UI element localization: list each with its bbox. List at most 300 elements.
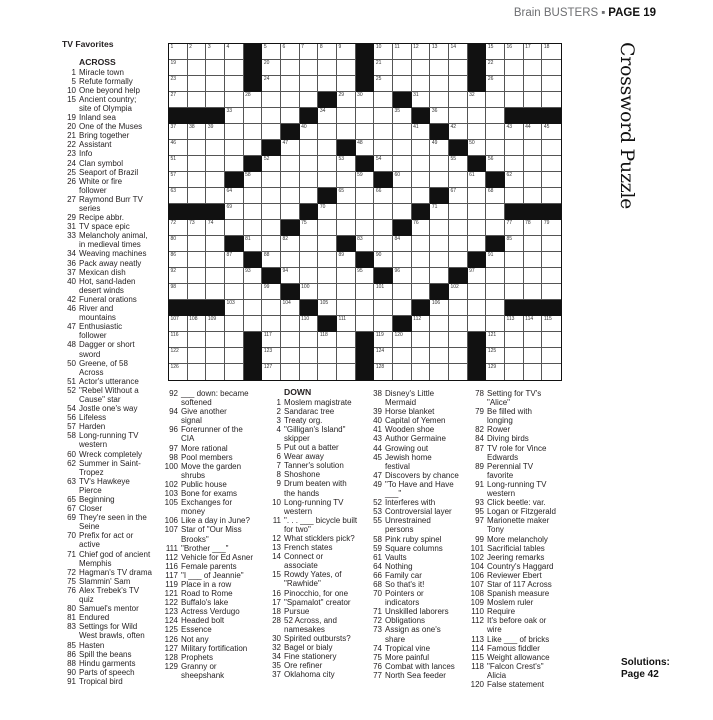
grid-cell: [262, 252, 281, 268]
clue-text: Pool members: [181, 452, 233, 462]
grid-cell: [430, 172, 449, 188]
grid-cell: [188, 268, 207, 284]
clue-item: [60, 159, 152, 168]
grid-cell-black: [244, 76, 263, 92]
grid-cell: [393, 172, 412, 188]
grid-cell: [188, 44, 207, 60]
clue-number: 58: [373, 534, 382, 544]
clue-text: Vehicle for Ed Asner: [181, 552, 254, 562]
cell-number: 61: [469, 171, 475, 178]
clue-number: 22: [67, 140, 76, 150]
clue-number: 20: [67, 122, 76, 132]
grid-cell: [430, 60, 449, 76]
grid-cell: [430, 92, 449, 108]
clue-text: One beyond help: [79, 85, 140, 95]
clue-text: Family car: [385, 570, 422, 580]
grid-cell: [449, 108, 468, 124]
clue-number: 128: [164, 652, 178, 662]
grid-cell: [206, 92, 225, 108]
clue-number: 61: [373, 552, 382, 562]
grid-cell: [281, 108, 300, 124]
grid-cell: [449, 188, 468, 204]
grid-cell: [318, 60, 337, 76]
clue-number: 96: [169, 425, 178, 435]
grid-cell-black: [505, 108, 524, 124]
grid-cell: [505, 156, 524, 172]
grid-cell-black: [393, 220, 412, 236]
clue-item: [60, 131, 152, 140]
grid-cell: [300, 284, 319, 300]
clue-text: Inland sea: [79, 113, 116, 123]
clue-number: 82: [475, 425, 484, 435]
clue-text: Seaport of Brazil: [79, 167, 139, 177]
clue-text: Be filled with longing: [487, 407, 532, 426]
grid-cell: [188, 348, 207, 364]
cell-number: 107: [170, 315, 179, 322]
clue-number: 18: [272, 606, 281, 616]
grid-cell: [468, 268, 487, 284]
clue-number: 102: [470, 552, 484, 562]
grid-cell: [486, 268, 505, 284]
clue-item: [60, 68, 152, 77]
clue-item: [60, 431, 152, 449]
cell-number: 25: [375, 75, 382, 82]
clue-number: 35: [272, 661, 281, 671]
clue-number: 86: [67, 649, 76, 659]
grid-cell: [524, 316, 543, 332]
grid-cell: [262, 172, 281, 188]
clue-item: [466, 462, 556, 480]
clue-number: 63: [67, 476, 76, 486]
clue-text: North Sea feeder: [385, 670, 446, 680]
grid-cell: [505, 124, 524, 140]
clue-text: Tropical bird: [79, 676, 123, 686]
grid-cell: [524, 252, 543, 268]
grid-cell: [468, 92, 487, 108]
grid-cell: [449, 332, 468, 348]
clue-text: Jeering remarks: [487, 552, 545, 562]
clue-item: [60, 322, 152, 340]
clue-item: [60, 295, 152, 304]
grid-cell: [486, 364, 505, 380]
cell-number: 117: [263, 331, 272, 338]
cell-number: 91: [487, 251, 494, 258]
grid-cell: [449, 124, 468, 140]
grid-cell: [486, 204, 505, 220]
grid-cell: [505, 268, 524, 284]
grid-cell: [374, 252, 393, 268]
cell-number: 38: [189, 123, 195, 130]
grid-cell: [225, 188, 244, 204]
grid-cell: [262, 60, 281, 76]
clue-number: 33: [67, 231, 76, 241]
clue-number: 47: [373, 470, 382, 480]
grid-cell: [449, 236, 468, 252]
grid-cell-black: [356, 44, 375, 60]
grid-cell-black: [300, 300, 319, 316]
clue-text: Public house: [181, 479, 227, 489]
cell-number: 9: [338, 43, 342, 50]
clue-item: [364, 444, 459, 453]
clue-item: [60, 177, 152, 195]
clue-number: 113: [471, 634, 484, 644]
clue-item: [60, 259, 152, 268]
grid-cell: [300, 332, 319, 348]
clue-text: Put out a batter: [284, 443, 339, 453]
cell-number: 93: [245, 267, 251, 274]
grid-cell: [542, 364, 561, 380]
clue-item: [60, 277, 152, 295]
clue-item: [466, 535, 556, 544]
clue-item: [364, 662, 459, 671]
clue-text: Bring together: [79, 131, 130, 141]
grid-cell-black: [468, 348, 487, 364]
grid-cell-black: [169, 204, 188, 220]
grid-cell: [300, 316, 319, 332]
clue-text: Interferes with: [385, 498, 436, 508]
grid-cell: [374, 124, 393, 140]
grid-cell: [337, 60, 356, 76]
cell-number: 119: [375, 331, 384, 338]
grid-cell-black: [356, 348, 375, 364]
clue-text: Pink ruby spinel: [385, 534, 442, 544]
clue-item: [60, 586, 152, 604]
clue-text: Move the garden shrubs: [181, 461, 242, 480]
grid-cell: [393, 252, 412, 268]
clue-number: 48: [67, 340, 76, 350]
clue-item: [262, 479, 357, 497]
grid-cell-black: [262, 140, 281, 156]
grid-cell: [337, 188, 356, 204]
grid-cell: [505, 220, 524, 236]
grid-cell: [244, 204, 263, 220]
grid-cell-black: [542, 108, 561, 124]
grid-cell-black: [244, 348, 263, 364]
clue-text: Long-running TV western: [79, 431, 139, 450]
grid-cell: [281, 92, 300, 108]
clue-item: [60, 195, 152, 213]
grid-cell: [505, 284, 524, 300]
clue-text: Horse blanket: [385, 407, 435, 417]
grid-cell: [206, 364, 225, 380]
cell-number: 35: [394, 107, 401, 114]
cell-number: 65: [338, 187, 345, 194]
grid-cell: [542, 236, 561, 252]
cell-number: 90: [375, 251, 382, 258]
grid-cell-black: [281, 220, 300, 236]
clue-item: [466, 635, 556, 644]
grid-cell: [468, 172, 487, 188]
across-clues-column-2: [160, 389, 253, 680]
grid-cell: [356, 140, 375, 156]
grid-cell: [318, 220, 337, 236]
clue-number: 67: [67, 504, 76, 514]
clue-item: [262, 598, 357, 607]
clue-number: 21: [67, 131, 76, 141]
clue-text: Mexican dish: [79, 267, 126, 277]
grid-cell: [430, 140, 449, 156]
clue-number: 27: [67, 194, 76, 204]
clue-number: 114: [471, 643, 484, 653]
cell-number: 48: [357, 139, 363, 146]
clue-item: [262, 643, 357, 652]
clue-item: [466, 444, 556, 462]
grid-cell: [449, 204, 468, 220]
grid-cell: [374, 300, 393, 316]
clue-text: Moslem ruler: [487, 598, 534, 608]
grid-cell: [337, 156, 356, 172]
clue-item: [160, 389, 253, 407]
clue-number: 71: [67, 549, 76, 559]
clue-item: [262, 670, 357, 679]
grid-cell: [393, 124, 412, 140]
clue-item: [262, 661, 357, 670]
clue-text: Connect or associate: [284, 552, 324, 571]
grid-cell-black: [244, 60, 263, 76]
clue-number: 52: [67, 385, 76, 395]
clue-text: Endured: [79, 613, 110, 623]
grid-cell: [169, 332, 188, 348]
cell-number: 113: [506, 315, 515, 322]
cell-number: 68: [487, 187, 494, 194]
clue-item: [262, 652, 357, 661]
clue-text: Discovers by chance: [385, 470, 459, 480]
grid-cell: [337, 332, 356, 348]
grid-cell: [374, 220, 393, 236]
clue-text: Rower: [487, 425, 511, 435]
grid-cell: [225, 316, 244, 332]
grid-cell: [542, 268, 561, 284]
grid-cell: [486, 252, 505, 268]
clue-number: 53: [373, 507, 382, 517]
clue-text: Miracle town: [79, 67, 124, 77]
grid-cell: [412, 156, 431, 172]
grid-cell: [206, 268, 225, 284]
clue-number: 129: [164, 661, 178, 671]
clue-text: Star of 117 Across: [487, 579, 552, 589]
cell-number: 13: [431, 43, 438, 50]
clue-number: 29: [67, 213, 76, 223]
grid-cell: [374, 44, 393, 60]
clue-item: [160, 525, 253, 543]
clue-item: [60, 222, 152, 231]
grid-cell-black: [374, 268, 393, 284]
clue-item: [466, 507, 556, 516]
grid-cell: [169, 348, 188, 364]
clue-item: [262, 570, 357, 588]
clue-number: 118: [471, 661, 484, 671]
clue-text: Wreck completely: [79, 449, 142, 459]
grid-cell-black: [281, 284, 300, 300]
grid-cell: [281, 300, 300, 316]
grid-cell: [225, 60, 244, 76]
clue-item: [160, 498, 253, 516]
clue-item: [160, 407, 253, 425]
clue-text: Granny or sheepshank: [181, 661, 225, 680]
grid-cell: [318, 332, 337, 348]
clue-number: 26: [67, 176, 76, 186]
clue-text: Unrestrained persons: [385, 516, 431, 535]
grid-cell: [337, 364, 356, 380]
grid-cell: [206, 60, 225, 76]
clue-item: [262, 589, 357, 598]
cell-number: 108: [189, 315, 198, 322]
cell-number: 82: [282, 235, 289, 242]
clue-item: [466, 389, 556, 407]
grid-cell: [244, 316, 263, 332]
clue-number: 43: [373, 434, 382, 444]
clue-number: 81: [67, 613, 76, 623]
clue-number: 6: [276, 452, 281, 462]
grid-cell: [356, 92, 375, 108]
grid-cell: [300, 156, 319, 172]
grid-cell: [542, 316, 561, 332]
clue-item: [466, 680, 556, 689]
cell-number: 31: [413, 91, 419, 98]
clue-text: Military fortification: [181, 643, 248, 653]
down-clues-column-2: [364, 389, 459, 680]
clue-text: Enthusiastic follower: [79, 322, 123, 341]
clue-text: Forerunner of the CIA: [181, 425, 243, 444]
grid-cell: [524, 332, 543, 348]
clue-text: ". . . ___ bicycle built for two": [284, 515, 358, 534]
crossword-grid: [168, 43, 562, 381]
clue-number: 2: [276, 406, 281, 416]
grid-cell: [449, 300, 468, 316]
clue-text: Exchanges for money: [181, 498, 233, 517]
cell-number: 10: [375, 43, 382, 50]
grid-cell: [468, 124, 487, 140]
grid-cell-black: [169, 108, 188, 124]
grid-cell: [486, 316, 505, 332]
clue-item: [160, 453, 253, 462]
cell-number: 21: [375, 59, 382, 66]
clue-number: 107: [470, 579, 484, 589]
cell-number: 96: [394, 267, 401, 274]
clue-text: Tropical vine: [385, 643, 431, 653]
cell-number: 106: [431, 299, 441, 306]
grid-cell: [486, 60, 505, 76]
clue-number: 78: [475, 389, 484, 398]
grid-cell: [505, 236, 524, 252]
grid-cell-black: [188, 108, 207, 124]
grid-cell: [486, 220, 505, 236]
grid-cell: [169, 60, 188, 76]
clue-text: Chief god of ancient Memphis: [79, 549, 151, 568]
clue-text: Ancient country; site of Olympia: [79, 94, 137, 113]
cell-number: 23: [170, 75, 177, 82]
grid-cell: [505, 76, 524, 92]
grid-cell: [468, 236, 487, 252]
cell-number: 88: [263, 251, 270, 258]
clue-text: Growing out: [385, 443, 429, 453]
clue-text: Capital of Yemen: [385, 416, 446, 426]
clue-text: Hot, sand-laden desert winds: [79, 276, 136, 295]
clue-text: Rowdy Yates, of "Rawhide": [284, 570, 342, 589]
grid-cell: [337, 252, 356, 268]
grid-cell: [188, 140, 207, 156]
grid-cell: [524, 156, 543, 172]
clue-text: More painful: [385, 652, 430, 662]
grid-cell: [374, 204, 393, 220]
grid-cell: [262, 188, 281, 204]
clue-item: [262, 452, 357, 461]
clue-text: Spanish measure: [487, 589, 550, 599]
clue-number: 64: [373, 561, 382, 571]
cell-number: 37: [170, 123, 177, 130]
clue-number: 4: [276, 424, 281, 434]
clue-item: [60, 213, 152, 222]
clue-item: [60, 113, 152, 122]
grid-cell: [393, 300, 412, 316]
grid-cell: [412, 268, 431, 284]
grid-cell: [225, 348, 244, 364]
clue-item: [60, 604, 152, 613]
clue-text: Star of "Our Miss Brooks": [181, 525, 242, 544]
cell-number: 39: [207, 123, 214, 130]
grid-cell: [412, 60, 431, 76]
cell-number: 73: [189, 219, 195, 226]
grid-cell-black: [337, 140, 356, 156]
cell-number: 63: [170, 187, 177, 194]
down-clues-column-3: [466, 389, 556, 689]
clue-item: [262, 634, 357, 643]
grid-cell: [393, 188, 412, 204]
grid-cell: [281, 316, 300, 332]
cell-number: 1: [170, 43, 174, 50]
grid-cell: [430, 252, 449, 268]
grid-cell: [300, 44, 319, 60]
grid-cell: [505, 92, 524, 108]
grid-cell-black: [300, 108, 319, 124]
grid-cell: [374, 140, 393, 156]
cell-number: 85: [506, 235, 513, 242]
clue-number: 52: [373, 498, 382, 508]
grid-cell: [356, 108, 375, 124]
grid-cell-black: [412, 108, 431, 124]
clue-text: Place in a row: [181, 579, 232, 589]
cell-number: 2: [189, 43, 192, 50]
clue-text: "Rebel Without a Cause" star: [79, 385, 139, 404]
clue-number: 120: [470, 680, 484, 689]
clue-number: 45: [373, 452, 382, 462]
clue-text: French states: [284, 543, 333, 553]
grid-cell-black: [468, 364, 487, 380]
cell-number: 56: [487, 155, 494, 162]
grid-cell: [542, 156, 561, 172]
grid-cell-black: [188, 204, 207, 220]
clue-number: 104: [470, 561, 484, 571]
clue-item: [60, 650, 152, 659]
clue-item: [364, 553, 459, 562]
cell-number: 80: [170, 235, 177, 242]
grid-cell: [300, 92, 319, 108]
grid-cell: [225, 204, 244, 220]
grid-cell: [300, 252, 319, 268]
clue-text: Tanner's solution: [284, 461, 344, 471]
clue-text: Summer in Saint- Tropez: [79, 458, 141, 477]
cell-number: 18: [543, 43, 550, 50]
clue-item: [60, 386, 152, 404]
grid-cell: [300, 124, 319, 140]
clue-number: 62: [67, 458, 76, 468]
grid-cell-black: [300, 204, 319, 220]
grid-cell: [225, 332, 244, 348]
grid-cell: [169, 268, 188, 284]
clue-item: [262, 516, 357, 534]
clue-number: 37: [272, 670, 281, 680]
clue-text: Assistant: [79, 140, 112, 150]
